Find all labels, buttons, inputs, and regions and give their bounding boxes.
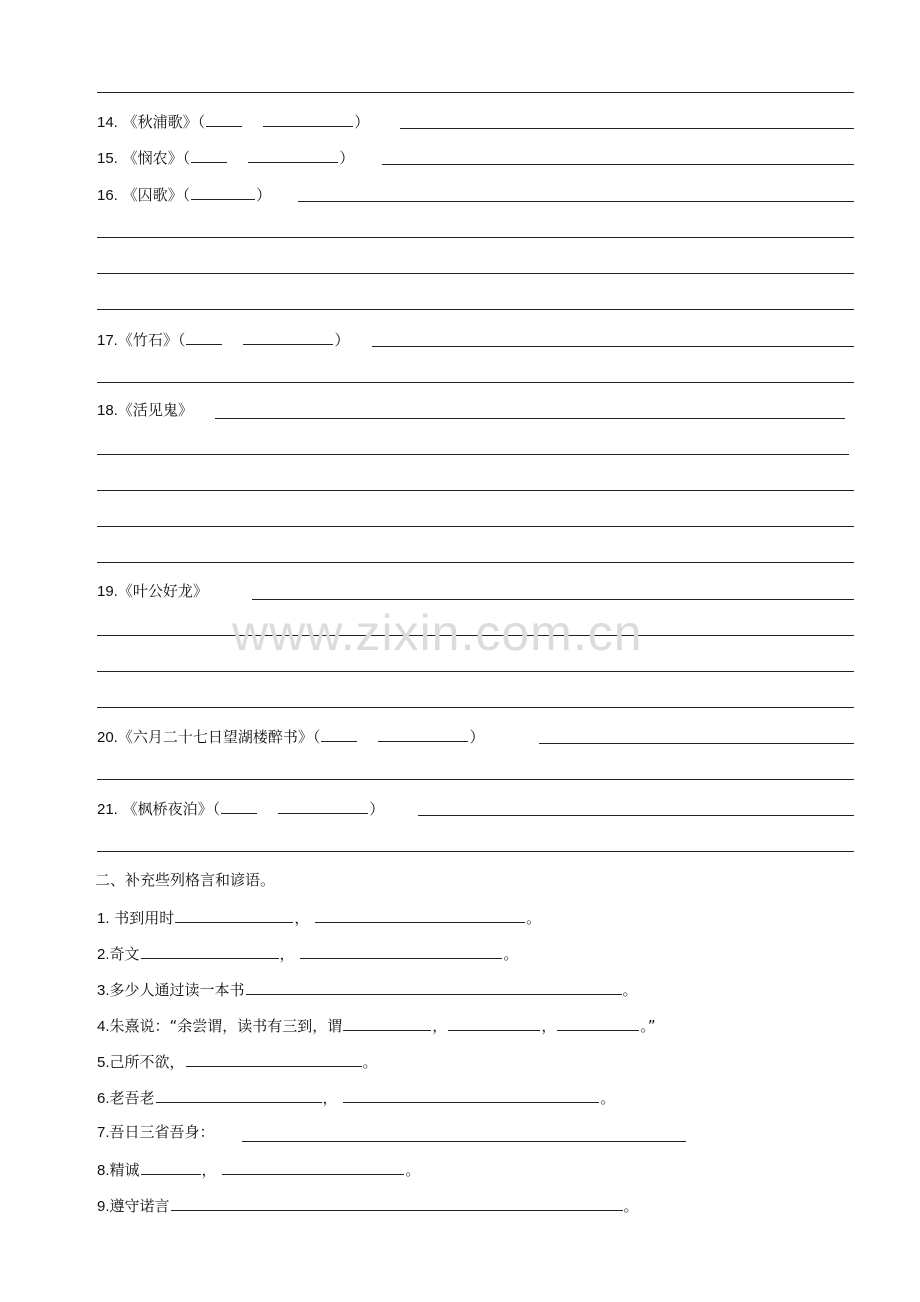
item-number: 15.: [97, 150, 118, 167]
answer-line[interactable]: [372, 346, 854, 347]
proverb-item-6: [97, 1086, 615, 1109]
item-text: 精诚: [109, 1161, 140, 1179]
blank-field[interactable]: [186, 328, 222, 345]
blank-field[interactable]: [321, 725, 357, 742]
item-title: 《竹石》（: [117, 331, 186, 349]
item-close: ）: [339, 149, 355, 167]
item-number: 7.: [97, 1124, 110, 1141]
item-text: 吾日三省吾身：: [109, 1123, 215, 1141]
blank-field[interactable]: [448, 1014, 540, 1031]
answer-line[interactable]: [298, 201, 854, 202]
blank-field[interactable]: [191, 146, 227, 163]
item-number: 5.: [97, 1054, 110, 1071]
terminator: 。: [362, 1053, 378, 1071]
separator: ，: [294, 909, 310, 927]
terminator: 。: [623, 1197, 639, 1215]
answer-line[interactable]: [97, 454, 849, 455]
answer-line[interactable]: [418, 815, 854, 816]
watermark: www.zixin.com.cn: [232, 605, 643, 661]
answer-line[interactable]: [252, 599, 854, 600]
answer-line[interactable]: [97, 671, 854, 672]
item-title: 《六月二十七日望湖楼醉书》（: [117, 728, 321, 746]
separator: ，: [201, 1161, 217, 1179]
item-number: 2.: [97, 946, 110, 963]
item-text: 朱熹说：“余尝谓，读书有三到，谓: [109, 1017, 343, 1035]
item-number: 3.: [97, 982, 110, 999]
item-number: 20.: [97, 729, 118, 746]
item-title: 《叶公好龙》: [117, 582, 208, 600]
poem-item-15: [97, 146, 354, 169]
item-title: 《悯农》（: [122, 149, 191, 167]
item-close: ）: [334, 331, 350, 349]
item-title: 《活见鬼》: [117, 401, 193, 419]
answer-line[interactable]: [97, 526, 854, 527]
proverb-item-2: [97, 942, 518, 965]
item-title: 《枫桥夜泊》（: [122, 800, 221, 818]
answer-line[interactable]: [400, 128, 854, 129]
item-text: 老吾老: [109, 1089, 155, 1107]
answer-line[interactable]: [97, 779, 854, 780]
answer-line[interactable]: [97, 273, 854, 274]
answer-line[interactable]: [97, 707, 854, 708]
item-number: 21.: [97, 801, 118, 818]
blank-field[interactable]: [243, 328, 333, 345]
blank-field[interactable]: [315, 906, 525, 923]
answer-line[interactable]: [97, 237, 854, 238]
answer-line[interactable]: [382, 164, 854, 165]
answer-line[interactable]: [539, 743, 854, 744]
blank-field[interactable]: [343, 1086, 599, 1103]
item-number: 14.: [97, 114, 118, 131]
answer-line[interactable]: [97, 562, 854, 563]
proverb-item-4: [97, 1014, 656, 1037]
item-close: ）: [469, 728, 485, 746]
blank-field[interactable]: [263, 110, 353, 127]
terminator: 。: [622, 981, 638, 999]
answer-line[interactable]: [97, 309, 854, 310]
item-number: 6.: [97, 1090, 110, 1107]
terminator: 。”: [640, 1017, 656, 1035]
poem-item-20: [97, 725, 484, 748]
terminator: 。: [600, 1089, 616, 1107]
blank-field[interactable]: [246, 978, 622, 995]
blank-field[interactable]: [300, 942, 502, 959]
item-text: 书到用时: [114, 909, 175, 927]
item-text: 己所不欲，: [109, 1053, 185, 1071]
poem-item-14: [97, 110, 369, 133]
item-title: 《秋浦歌》（: [122, 113, 206, 131]
proverb-item-5: [97, 1050, 378, 1073]
blank-field[interactable]: [248, 146, 338, 163]
item-number: 18.: [97, 402, 118, 419]
item-title: 《囚歌》（: [122, 186, 191, 204]
proverb-item-9: [97, 1194, 639, 1217]
blank-field[interactable]: [141, 1158, 201, 1175]
blank-field[interactable]: [557, 1014, 639, 1031]
item-number: 9.: [97, 1198, 110, 1215]
proverb-item-1: [97, 906, 541, 929]
item-number: 4.: [97, 1018, 110, 1035]
proverb-item-8: [97, 1158, 420, 1181]
blank-field[interactable]: [186, 1050, 362, 1067]
separator: ，: [541, 1017, 557, 1035]
item-close: ）: [354, 113, 370, 131]
poem-item-16: [97, 183, 271, 206]
item-number: 16.: [97, 187, 118, 204]
proverb-item-3: [97, 978, 638, 1001]
proverb-item-7: [97, 1122, 215, 1143]
answer-line[interactable]: [215, 418, 845, 419]
blank-field[interactable]: [156, 1086, 322, 1103]
section-heading: 二、补充些列格言和谚语。: [95, 871, 276, 889]
poem-item-18: [97, 400, 193, 421]
terminator: 。: [503, 945, 519, 963]
item-number: 8.: [97, 1162, 110, 1179]
answer-line[interactable]: [97, 851, 854, 852]
terminator: 。: [526, 909, 542, 927]
blank-field[interactable]: [222, 1158, 404, 1175]
blank-field[interactable]: [175, 906, 293, 923]
blank-field[interactable]: [343, 1014, 431, 1031]
blank-field[interactable]: [141, 942, 279, 959]
terminator: 。: [405, 1161, 421, 1179]
blank-field[interactable]: [171, 1194, 623, 1211]
blank-field[interactable]: [206, 110, 242, 127]
item-text: 奇文: [109, 945, 140, 963]
blank-field[interactable]: [378, 725, 468, 742]
blank-field[interactable]: [191, 183, 255, 200]
item-close: ）: [256, 186, 272, 204]
item-text: 多少人通过读一本书: [109, 981, 245, 999]
item-text: 遵守诺言: [109, 1197, 170, 1215]
blank-field[interactable]: [221, 797, 257, 814]
poem-item-21: [97, 797, 384, 820]
blank-field[interactable]: [278, 797, 368, 814]
item-close: ）: [369, 800, 385, 818]
poem-item-19: [97, 581, 208, 602]
answer-line[interactable]: [97, 490, 854, 491]
item-number: 19.: [97, 583, 118, 600]
answer-line: [97, 92, 854, 93]
separator: ，: [322, 1089, 338, 1107]
answer-line[interactable]: [97, 382, 854, 383]
item-number: 1.: [97, 910, 110, 927]
separator: ，: [432, 1017, 448, 1035]
answer-line[interactable]: [242, 1141, 686, 1142]
item-number: 17.: [97, 332, 118, 349]
poem-item-17: [97, 328, 349, 351]
separator: ，: [279, 945, 295, 963]
